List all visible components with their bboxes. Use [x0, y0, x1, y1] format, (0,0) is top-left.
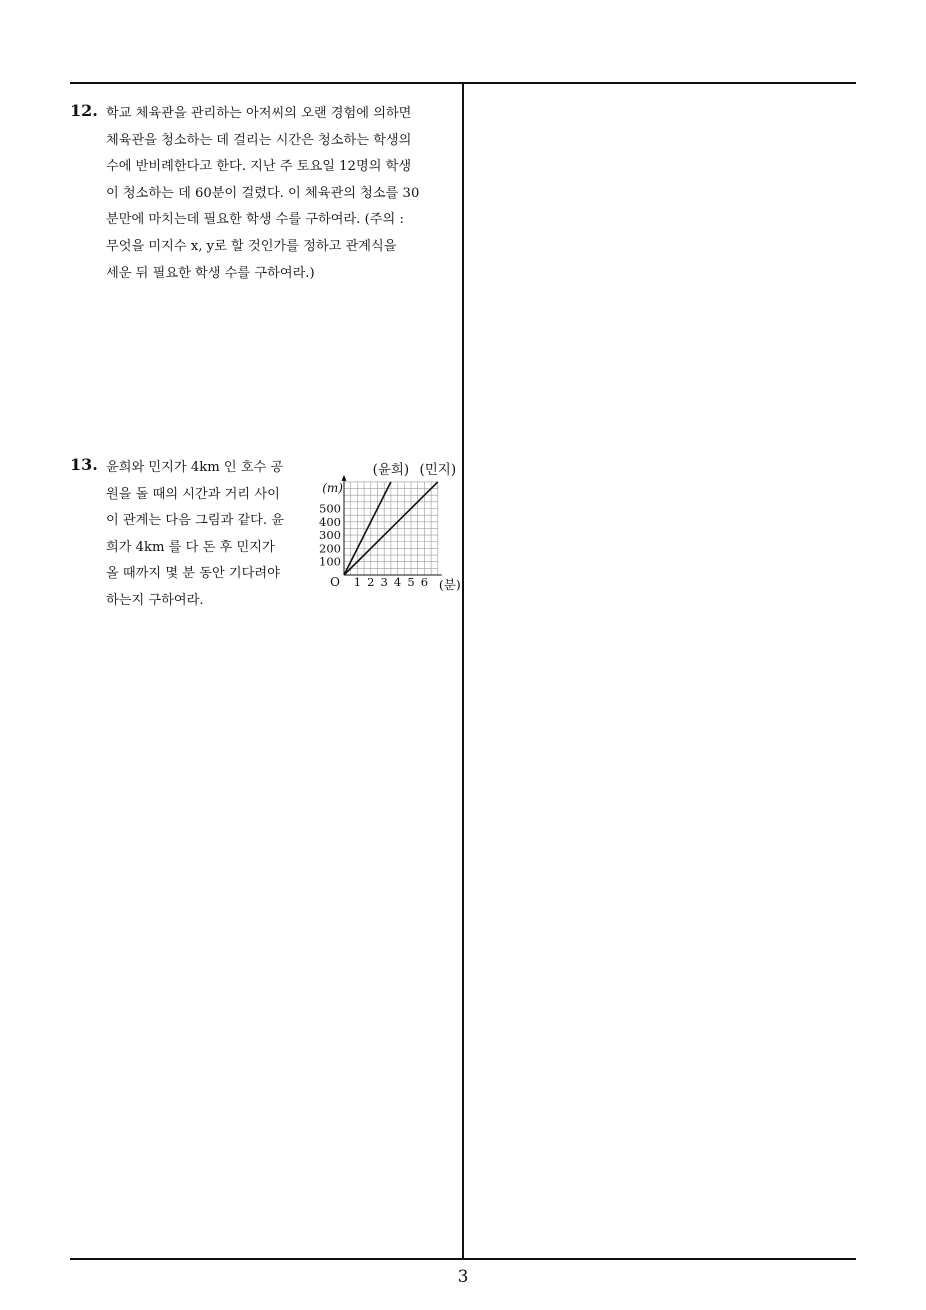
- question-line: 하는지 구하여라.: [106, 592, 204, 608]
- question-line: 올 때까지 몇 분 동안 기다려야: [106, 566, 280, 582]
- question-text: [106, 101, 419, 287]
- bottom-rule: [70, 1258, 856, 1260]
- question-line: 무엇을 미지수 x, y로 할 것인가를 정하고 관계식을: [106, 238, 397, 254]
- x-tick-label: 6: [420, 575, 429, 589]
- column-divider: [462, 82, 464, 1259]
- x-axis-label: (분): [438, 577, 461, 592]
- series-label-2: (민지): [419, 462, 457, 478]
- chart-svg: [316, 458, 462, 594]
- y-axis-label: (m): [322, 480, 343, 495]
- y-tick-label: 400: [319, 514, 341, 529]
- x-tick-label: 2: [367, 575, 375, 589]
- question-line: 원을 돌 때의 시간과 거리 사이: [106, 486, 280, 502]
- question-text: [106, 455, 284, 615]
- x-tick-label: 4: [393, 575, 402, 589]
- question-line: 이 관계는 다음 그림과 같다. 윤: [106, 513, 285, 529]
- x-tick-label: 5: [407, 575, 415, 589]
- page-number: 3: [457, 1267, 469, 1287]
- question-line: 체육관을 청소하는 데 걸리는 시간은 청소하는 학생의: [106, 132, 412, 148]
- y-tick-label: 300: [319, 528, 341, 543]
- question-number: 12.: [70, 101, 98, 120]
- y-tick-label: 200: [319, 541, 341, 556]
- series-label-1: (윤희): [372, 462, 410, 478]
- question-line: 학교 체육관을 관리하는 아저씨의 오랜 경험에 의하면: [106, 106, 412, 121]
- question-line: 희가 4km 를 다 돈 후 민지가: [106, 539, 275, 555]
- question-line: 윤희와 민지가 4km 인 호수 공: [106, 460, 284, 475]
- y-tick-label: 100: [319, 554, 341, 569]
- question-line: 세운 뒤 필요한 학생 수를 구하여라.): [106, 265, 315, 281]
- question-number: 13.: [70, 455, 98, 474]
- question-line: 이 청소하는 데 60분이 걸렸다. 이 체육관의 청소를 30: [106, 185, 420, 201]
- x-tick-label: 3: [380, 575, 388, 589]
- distance-time-chart: [316, 458, 462, 594]
- x-tick-label: 1: [353, 575, 362, 589]
- question-line: 수에 반비례한다고 한다. 지난 주 토요일 12명의 학생: [106, 159, 412, 175]
- y-tick-label: 500: [319, 501, 341, 516]
- origin-label: O: [330, 575, 340, 589]
- question-line: 분만에 마치는데 필요한 학생 수를 구하여라. (주의 :: [106, 212, 404, 228]
